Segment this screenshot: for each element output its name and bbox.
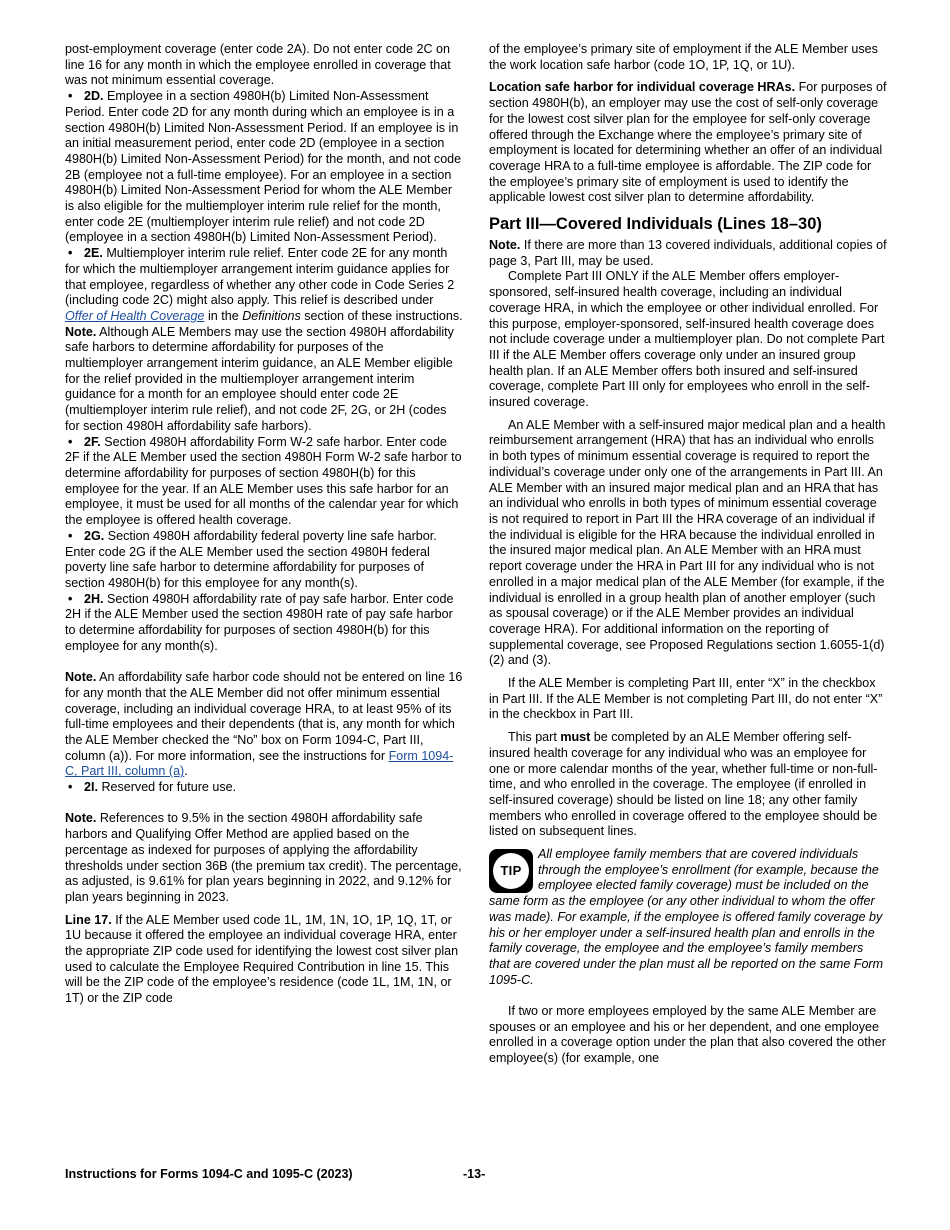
note-label: Note. <box>65 324 97 339</box>
must-bold: must <box>560 730 591 745</box>
paragraph-post-employment: post-employment coverage (enter code 2A). Do not enter code 2C on line 16 for any month in which the employee enrolled in coverage that was not minimum essential coverage. <box>65 42 451 88</box>
section-heading-part-iii: Part III—Covered Individuals (Lines 18–30) <box>489 215 822 234</box>
tip-box <box>489 847 887 988</box>
note-affordability-text: An affordability safe harbor code should not be entered on line 16 for any month that the ALE Member did not offer minimum essential coverage, including an individual coverage HRA, to at least 95% of its full-time employees and their dependents (that is, any month for which the ALE Member checked the “No” box on Form 1094-C, Part III, column (a)). For more information, see the instructions for <box>65 670 463 763</box>
tip-label: TIP <box>493 853 529 889</box>
location-safe-harbor-label: Location safe harbor for individual coverage HRAs. <box>489 80 796 95</box>
footer-title: Instructions for Forms 1094-C and 1095-C (2023) <box>65 1167 353 1181</box>
code-2i-text: Reserved for future use. <box>101 780 237 795</box>
right-column <box>489 42 887 1067</box>
note-references <box>65 811 463 905</box>
definitions-italic: Definitions <box>242 308 301 323</box>
note-multiemployer <box>65 325 463 435</box>
line-17-label: Line 17. <box>65 912 112 927</box>
note-multiemployer-text: Although ALE Members may use the section 4980H affordability safe harbors to determine affordability for purposes of the multiemployer arrangement interim guidance, an ALE Member eligible for the relief provided in the multiemployer arrangement interim guidance for a month for an employee should enter code 2E (multiemployer interim rule relief), and not code 2F, 2G, or 2H (codes for section 4980H affordability safe harbors). <box>65 324 454 433</box>
left-column <box>65 42 463 1007</box>
code-2f-text: Section 4980H affordability Form W-2 safe harbor. Enter code 2F if the ALE Member used the section 4980H Form W-2 safe harbor to determine affordability for purposes of section 4980H(b) for this employee for the year. If an ALE Member uses this safe harbor for an employee, it must be used for all months of the calendar year for which the employee is offered health coverage. <box>65 434 462 528</box>
form-1094c-part-iii-link[interactable]: Form 1094-C, Part III, column (a) <box>65 748 454 779</box>
code-2e-text-in-the: in the <box>207 308 239 323</box>
note-affordability-period: . <box>184 764 188 779</box>
tip-icon <box>489 849 533 893</box>
code-2g-label: 2G. <box>84 528 105 543</box>
paragraph-must-complete <box>489 730 887 840</box>
note-label: Note. <box>489 238 521 253</box>
code-2d-text: Employee in a section 4980H(b) Limited Non-Assessment Period. Enter code 2D for any month during which an employee is in a section 4980H(b) Limited Non-Assessment Period. If an employee is in an initial measurement period, enter code 2D (employee in a section 4980H(b) Limited Non-Assessment Period) for the month, and not code 2B (employee not a full-time employee). For an employee in a section 4980H(b) Limited Non-Assessment Period for whom the ALE Member is also eligible for the multiemployer interim rule relief for the month, enter code 2E (multiemployer interim rule relief) and not code 2D (employee in a section 4980H(b) Limited Non-Assessment Period). <box>65 89 462 245</box>
code-2h-item: • 2H. Section 4980H affordability rate of pay safe harbor. Enter code 2H if the ALE Member used the section 4980H rate of pay safe harbor to determine affordability for purposes of section 4980H(b) for this employee for any month(s). <box>65 591 454 653</box>
note-references-text: References to 9.5% in the section 4980H affordability safe harbors and Qualifying Offer Method are applied based on the percentage as indexed for purposes of applying the affordability thresholds under section 36B (the premium tax credit). The percentage, as adjusted, is 9.61% for plan years beginning in 2022, and 9.12% for plan years beginning in 2023. <box>65 811 462 904</box>
code-2g-item: • 2G. Section 4980H affordability federal poverty line safe harbor. Enter code 2G if the ALE Member used the section 4980H federal poverty line safe harbor to determine affordability for purposes of section 4980H(b) for this employee for any month(s). <box>65 528 437 590</box>
note-covered-individuals <box>489 238 887 269</box>
paragraph-primary-site: of the employee’s primary site of employment if the ALE Member uses the work location safe harbor (code 1O, 1P, 1Q, or 1U). <box>489 42 878 72</box>
paragraph-ale-member: An ALE Member with a self-insured major medical plan and a health reimbursement arrangement (HRA) that has an individual who enrolls in both types of minimum essential coverage is required to report the individual’s coverage under only one of the arrangements in Part III. An ALE Member with an insured major medical plan and an HRA that has an individual who enrolls in both types of minimum essential coverage is not required to report in Part III the HRA coverage of an individual if the individual is eligible for the HRA because the individual enrolled in the insured major medical plan. An ALE Member with an HRA must report coverage under the HRA in Part III for any individual who is not enrolled in a major medical plan of the ALE Member (for example, if the individual is enrolled in a group health plan of another employer (such as spousal coverage) or if the ALE Member provides an individual coverage HRA). For additional information on the reporting of supplemental coverage, see Proposed Regulations section 1.6055-1(d)(2) and (3). <box>489 417 886 668</box>
code-2d-label: 2D. <box>84 89 104 104</box>
code-2e-item: • 2E. Multiemployer interim rule relief. Enter code 2E for any month for which the multiemployer arrangement interim guidance applies for that employee, regardless of whether any other code in Code Series 2 (including code 2C) might also apply. This relief is described under Offer of Health Coverage in the Definitions section of these instructions. <box>65 246 463 323</box>
paragraph-checkbox: If the ALE Member is completing Part III, enter “X” in the checkbox in Part III. If the ALE Member is not completing Part III, do not enter “X” in the checkbox in Part III. <box>489 676 883 722</box>
code-2e-text-end: section of these instructions. <box>304 308 463 323</box>
note-affordability <box>65 670 463 780</box>
code-2e-text: Multiemployer interim rule relief. Enter code 2E for any month for which the multiemployer arrangement interim guidance applies for that employee, regardless of whether any other code in Code Series 2 (including code 2C) might also apply. This relief is described under <box>65 246 455 308</box>
page-number: -13- <box>463 1167 486 1181</box>
paragraph-two-employees: If two or more employees employed by the same ALE Member are spouses or an employee and his or her dependent, and one employee enrolled in a coverage option under the plan that also covered the other employee(s) (for example, one <box>489 1004 886 1066</box>
must-text-b: be completed by an ALE Member offering self-insured health coverage for any individual who was an employee for one or more calendar months of the year, whether full-time or non-full-time, and who enrolled in the coverage. The employee (if enrolled in self-insured coverage) should be listed on line 18; any other family members who enrolled in coverage offered to the employee should be listed on subsequent lines. <box>489 730 878 839</box>
note-label: Note. <box>65 811 97 826</box>
code-2h-text: Section 4980H affordability rate of pay safe harbor. Enter code 2H if the ALE Member used the section 4980H rate of pay safe harbor to determine affordability for purposes of section 4980H(b) for this employee for any month(s). <box>65 591 454 653</box>
location-safe-harbor <box>489 80 887 206</box>
note-label: Note. <box>65 670 97 685</box>
note-covered-text: If there are more than 13 covered individuals, additional copies of page 3, Part III, may be used. <box>489 238 887 268</box>
paragraph-complete-part-iii: Complete Part III ONLY if the ALE Member offers employer-sponsored, self-insured health coverage, including an individual coverage HRA, in which the employee or other individual enrolled. For this purpose, employer-sponsored, self-insured health coverage does not include coverage under a multiemployer plan. Do not complete Part III if the ALE Member offers coverage only under an insured group health plan. If an ALE Member offers both insured and self-insured coverage, complete Part III only for employees who enroll in the self-insured coverage. <box>489 269 885 410</box>
must-text-a: This part <box>508 730 557 745</box>
location-safe-harbor-text: For purposes of section 4980H(b), an employer may use the cost of self-only coverage for the lowest cost silver plan for the employee for self-only coverage offered through the Exchange where the employee’s primary site of employment is located for determining whether an offer of an individual coverage HRA to a full-time employee is affordable. The ZIP code for the employee’s primary site of employment is used to identify the applicable lowest cost silver plan to determine affordability. <box>489 80 887 205</box>
offer-of-health-coverage-link[interactable]: Offer of Health Coverage <box>65 308 205 323</box>
code-2f-item: • 2F. Section 4980H affordability Form W-2 safe harbor. Enter code 2F if the ALE Member used the section 4980H Form W-2 safe harbor to determine affordability for purposes of section 4980H(b) for this employee for the year. If an ALE Member uses this safe harbor for an employee, it must be used for all months of the calendar year for which the employee is offered health coverage. <box>65 434 462 528</box>
code-2f-label: 2F. <box>84 434 101 449</box>
tip-text: All employee family members that are covered individuals through the employee’s enrollment (for example, because the employee elected family coverage) must be included on the same form as the employee (or any other individual to whom the offer was made). For example, if the employee is offered family coverage by his or her employer under a self-insured health plan and enrolls in the family coverage, the employee and the employee’s family members that are covered under the plan must all be reported on the same Form 1095-C. <box>489 847 884 987</box>
code-2g-text: Section 4980H affordability federal poverty line safe harbor. Enter code 2G if the ALE Member used the section 4980H federal poverty line safe harbor to determine affordability for purposes of section 4980H(b) for this employee for any month(s). <box>65 528 437 590</box>
code-2h-label: 2H. <box>84 591 104 606</box>
code-2i-label: 2I. <box>84 780 98 795</box>
line-17-text: If the ALE Member used code 1L, 1M, 1N, 1O, 1P, 1Q, 1T, or 1U because it offered the employee an individual coverage HRA, enter the appropriate ZIP code used for identifying the lowest cost silver plan used to calculate the Employee Required Contribution in line 15. This will be the ZIP code of the employee’s residence (code 1L, 1M, 1N, or 1T) or the ZIP code <box>65 912 459 1006</box>
code-2i-item: • 2I. Reserved for future use. <box>68 780 237 795</box>
code-2d-item: • 2D. Employee in a section 4980H(b) Limited Non-Assessment Period. Enter code 2D for any month during which an employee is in a section 4980H(b) Limited Non-Assessment Period. If an employee is in an initial measurement period, enter code 2D (employee in a section 4980H(b) Limited Non-Assessment Period) for the month, and not code 2B (employee not a full-time employee). For an employee in a section 4980H(b) Limited Non-Assessment Period for whom the ALE Member is also eligible for the multiemployer interim rule relief for the month, enter code 2E (multiemployer interim rule relief) and not code 2D (employee in a section 4980H(b) Limited Non-Assessment Period). <box>65 89 462 245</box>
line-17-paragraph <box>65 913 463 1007</box>
code-2e-label: 2E. <box>84 246 103 261</box>
